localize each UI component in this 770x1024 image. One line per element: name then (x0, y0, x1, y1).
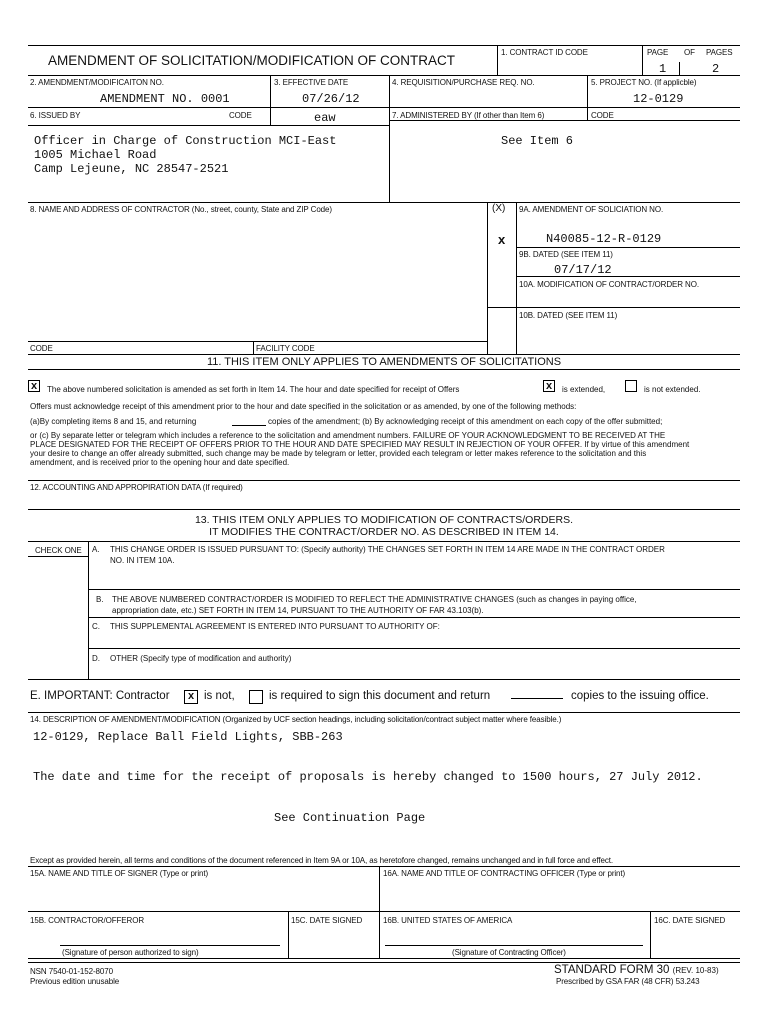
code-label: CODE (229, 111, 252, 120)
divider (516, 202, 517, 354)
item13-heading-line2: IT MODIFIES THE CONTRACT/ORDER NO. AS DESCRIBED IN ITEM 14. (209, 526, 559, 538)
item11-line2: Offers must acknowledge receipt of this amendment prior to the hour and date specified in the solicitation or as amended, by one of the following methods: (30, 402, 577, 411)
option-b-letter[interactable]: B. (96, 595, 104, 604)
divider (587, 75, 588, 107)
top-border (28, 45, 740, 46)
check-one-label: CHECK ONE (35, 546, 82, 555)
row-line (28, 341, 487, 342)
divider (587, 107, 588, 120)
item11-para3: your desire to change an offer already submitted, such change may be made by telegram or letter, provided each telegram or letter makes reference to the solicitation and this (30, 449, 647, 458)
row-line (88, 617, 740, 618)
is-not-checkbox[interactable]: x (184, 690, 198, 704)
dated-9b-label: 9B. DATED (SEE ITEM 11) (519, 250, 613, 259)
signature-caption-15: (Signature of person authorized to sign) (62, 948, 199, 957)
effective-date-label: 3. EFFECTIVE DATE (274, 78, 349, 87)
copies-label: copies to the issuing office. (571, 690, 709, 702)
extended-checkbox[interactable]: x (543, 380, 555, 392)
option-c-text: THIS SUPPLEMENTAL AGREEMENT IS ENTERED INTO PURSUANT TO AUTHORITY OF: (110, 622, 440, 631)
row-line (28, 509, 740, 510)
signer-name-label: 15A. NAME AND TITLE OF SIGNER (Type or print) (30, 869, 209, 878)
row-line (88, 648, 740, 649)
code-label: CODE (591, 111, 614, 120)
contractor-offeror-label: 15B. CONTRACTOR/OFFEROR (30, 916, 145, 925)
item11-line3b: copies of the amendment; (b) By acknowledging receipt of this amendment on each copy of the offer submitted; (268, 417, 663, 426)
option-b-text: THE ABOVE NUMBERED CONTRACT/ORDER IS MODIFIED TO REFLECT THE ADMINISTRATIVE CHANGES (such as changes in paying office, (112, 595, 637, 604)
row-line (28, 369, 740, 370)
form-title: AMENDMENT OF SOLICITATION/MODIFICATION OF CONTRACT (48, 53, 455, 68)
of-label: OF (684, 48, 695, 57)
item11-line1: The above numbered solicitation is amended as set forth in Item 14. The hour and date specified for receipt of Offers (47, 385, 460, 394)
copies-count-blank[interactable] (511, 698, 563, 699)
divider (288, 911, 289, 958)
row-line (516, 247, 740, 248)
not-extended-label: is not extended. (644, 385, 701, 394)
issuer-address-line1[interactable]: Officer in Charge of Construction MCI-East (34, 134, 337, 148)
row-line (28, 712, 740, 713)
row-line (487, 307, 740, 308)
description-label: 14. DESCRIPTION OF AMENDMENT/MODIFICATION (Organized by UCF section headings, including solicitation/contract subject matter where feasible.) (30, 715, 562, 724)
row-line (28, 202, 740, 203)
previous-edition-note: Previous edition unusable (30, 977, 120, 986)
accounting-data-label: 12. ACCOUNTING AND APPROPIRATION DATA (If required) (30, 483, 243, 492)
option-c-letter[interactable]: C. (92, 622, 100, 631)
dated-10b-label: 10B. DATED (SEE ITEM 11) (519, 311, 618, 320)
description-line1[interactable]: 12-0129, Replace Ball Field Lights, SBB-263 (33, 730, 343, 744)
row-line (28, 480, 740, 481)
row-line (88, 589, 740, 590)
divider (389, 75, 390, 202)
except-statement: Except as provided herein, all terms and conditions of the document referenced in Item 9A or 10A, as heretofore changed, remains unchanged and in full force and effect. (30, 856, 613, 865)
signature-line (385, 945, 643, 946)
administered-by-field[interactable]: See Item 6 (501, 134, 574, 148)
item11-para1: or (c) By separate letter or telegram which includes a reference to the solicitation and amendment numbers. FAILURE OF YOUR ACKNOWLEDGMENT TO BE RECEIVED AT THE (30, 431, 666, 440)
item13-heading-line1: 13. THIS ITEM ONLY APPLIES TO MODIFICATION OF CONTRACTS/ORDERS. (194, 514, 574, 526)
date-signed-15c-label: 15C. DATE SIGNED (291, 916, 363, 925)
modification-10a-label: 10A. MODIFICATION OF CONTRACT/ORDER NO. (519, 280, 699, 289)
is-required-checkbox[interactable] (249, 690, 263, 704)
row-line (28, 866, 740, 867)
project-no-field[interactable]: 12-0129 (633, 92, 684, 106)
row-line (389, 120, 740, 121)
row-line (516, 276, 740, 277)
divider (379, 866, 380, 958)
issuer-address-line2[interactable]: 1005 Michael Road (34, 148, 157, 162)
contractor-label: 8. NAME AND ADDRESS OF CONTRACTOR (No., street, county, State and ZIP Code) (30, 205, 332, 214)
row-line (28, 958, 740, 959)
divider (253, 341, 254, 354)
item11-heading: 11. THIS ITEM ONLY APPLIES TO AMENDMENTS OF SOLICITATIONS (206, 356, 562, 368)
divider (642, 45, 643, 75)
contract-id-label: 1. CONTRACT ID CODE (501, 48, 588, 57)
is-required-label: is required to sign this document and return (269, 690, 491, 702)
description-line3[interactable]: See Continuation Page (274, 811, 426, 825)
issued-by-label: 6. ISSUED BY (30, 111, 81, 120)
solicitation-no-field[interactable]: N40085-12-R-0129 (546, 232, 662, 246)
row-line (28, 107, 740, 108)
bottom-border (28, 962, 740, 963)
row-line (28, 679, 740, 680)
project-no-label: 5. PROJECT NO. (If applicble) (591, 78, 697, 87)
description-line2[interactable]: The date and time for the receipt of proposals is hereby changed to 1500 hours, 27 July 2012. (33, 770, 703, 784)
standard-form-name: STANDARD FORM 30 (REV. 10-83) (554, 964, 719, 976)
option-a-text-2: NO. IN ITEM 10A. (110, 556, 175, 565)
divider (679, 62, 680, 75)
prescribed-by: Prescribed by GSA FAR (48 CFR) 53.243 (556, 977, 700, 986)
requisition-label: 4. REQUISITION/PURCHASE REQ. NO. (392, 78, 535, 87)
not-extended-checkbox[interactable] (625, 380, 637, 392)
x-column-label: (X) (492, 203, 506, 214)
contracting-officer-label: 16A. NAME AND TITLE OF CONTRACTING OFFICER (Type or print) (383, 869, 626, 878)
usa-label: 16B. UNITED STATES OF AMERICA (383, 916, 513, 925)
item11-line3a: (a)By completing items 8 and 15, and returning (30, 417, 197, 426)
amendment-no-field[interactable]: AMENDMENT NO. 0001 (100, 92, 230, 106)
divider (88, 541, 89, 679)
divider (650, 911, 651, 958)
signature-caption-16: (Signature of Contracting Officer) (452, 948, 566, 957)
option-d-letter[interactable]: D. (92, 654, 100, 663)
page-label: PAGE (647, 48, 669, 57)
extended-label: is extended, (562, 385, 606, 394)
important-label: E. IMPORTANT: Contractor (30, 690, 170, 702)
page-value[interactable]: 1 (659, 62, 667, 76)
row-line (28, 556, 88, 557)
divider (487, 202, 488, 354)
copies-blank[interactable] (232, 425, 266, 426)
issuer-code-field[interactable]: eaw (314, 111, 336, 125)
date-signed-16c-label: 16C. DATE SIGNED (654, 916, 726, 925)
item11-para2: PLACE DESIGNATED FOR THE RECEIPT OF OFFERS PRIOR TO THE HOUR AND DATE SPECIFIED MAY RESULT IN REJECTION OF YOUR OFFER. If by virtue of this amendment (30, 440, 690, 449)
is-not-label: is not, (204, 690, 235, 702)
facility-code-label: FACILITY CODE (256, 344, 315, 353)
amended-checkbox[interactable]: x (28, 380, 40, 392)
pages-value[interactable]: 2 (712, 62, 720, 76)
dated-9b-field[interactable]: 07/17/12 (554, 263, 612, 277)
effective-date-field[interactable]: 07/26/12 (302, 92, 360, 106)
signature-line (60, 945, 280, 946)
row-line (28, 541, 740, 542)
divider (270, 75, 271, 125)
row-line (28, 75, 740, 76)
amendment-no-label: 2. AMENDMENT/MODIFICAITON NO. (30, 78, 164, 87)
option-d-text: OTHER (Specify type of modification and authority) (110, 654, 292, 663)
option-a-letter[interactable]: A. (92, 545, 100, 554)
row-line (28, 911, 740, 912)
pages-label: PAGES (706, 48, 733, 57)
solicitation-x-mark[interactable]: x (498, 232, 506, 247)
row-line (28, 354, 740, 355)
amendment-solicitation-label: 9A. AMENDMENT OF SOLICIATION NO. (519, 205, 664, 214)
divider (497, 45, 498, 75)
nsn-number: NSN 7540-01-152-8070 (30, 967, 113, 976)
option-a-text: THIS CHANGE ORDER IS ISSUED PURSUANT TO: (Specify authority) THE CHANGES SET FORTH IN ITEM 14 ARE MADE IN THE CONTRACT ORDER (110, 545, 665, 554)
administered-by-label: 7. ADMINISTERED BY (If other than Item 6) (392, 111, 545, 120)
contractor-code-label: CODE (30, 344, 53, 353)
issuer-address-line3[interactable]: Camp Lejeune, NC 28547-2521 (34, 162, 229, 176)
row-line (28, 125, 389, 126)
option-b-text-2: appropriation date, etc.) SET FORTH IN ITEM 14, PURSUANT TO THE AUTHORITY OF FAR 43.103(b). (112, 606, 484, 615)
item11-para4: amendment, and is received prior to the opening hour and date specified. (30, 458, 290, 467)
